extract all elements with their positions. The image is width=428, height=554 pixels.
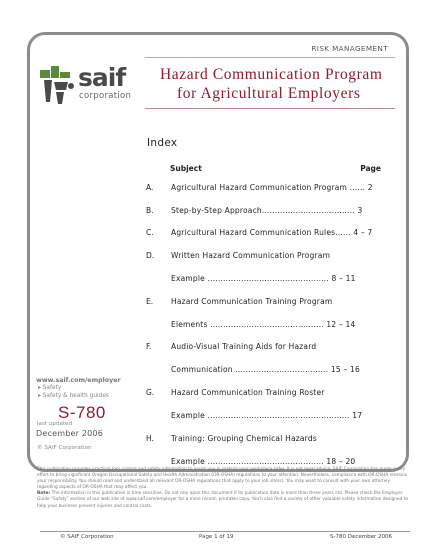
note-label: Note: [37,491,51,497]
document-title-line2: for Agricultural Employers [177,85,361,102]
footer-publication: S-780 December 2006 [330,534,392,540]
entry-text: Communication .................................... 15 – 16 [171,365,360,374]
entry-letter: E. [146,297,154,306]
entry-letter: G. [146,388,155,397]
entry-text: Audio-Visual Training Aids for Hazard [171,342,317,351]
footer-rule [40,531,410,532]
last-updated-label: last updated [37,421,73,427]
entry-letter: D. [146,251,155,260]
section-label: RISK MANAGEMENT [311,44,388,53]
subject-column-header: Subject [170,164,202,173]
note-paragraph: The information in this publication is time sensitive. Do not rely upon this document if its publication date is more than three years old. Please check the Employer Guide "Safety" section of our web site at www.saif.com/employer for a more recent, printable copy. You'll also find a variety of other valuable safety information designed to help your business prevent injuries and control costs. [37,491,409,509]
entry-text: Written Hazard Communication Program [171,251,331,260]
entry-letter: F. [146,342,152,351]
entry-text: Agricultural Hazard Communication Program ...... 2 [171,183,373,192]
entry-text: Elements ............................................ 12 – 14 [171,320,356,329]
sidebar-copyright: © SAIF Corporation [37,445,92,451]
footer-copyright: © SAIF Corporation [60,534,114,540]
entry-text: Hazard Communication Training Roster [171,388,325,397]
index-heading: Index [147,137,178,149]
safety-guides-link[interactable]: ▸ Safety & health guides [38,393,109,399]
entry-text: Step-by-Step Approach.................................... 3 [171,206,363,215]
brand-subtitle: corporation [79,91,132,101]
employer-url-link[interactable]: www.saif.com/employer [36,377,121,384]
entry-letter: A. [146,183,154,192]
brand-name: saif [78,63,126,92]
disclaimer [37,467,412,510]
document-title-line1: Hazard Communication Program [160,66,383,83]
entry-text: Example ....................................................... 17 [171,411,363,420]
entry-letter: B. [146,206,154,215]
entry-text: Agricultural Hazard Communication Rules...... 4 – 7 [171,228,373,237]
disclaimer-paragraph: This publication provides practical loss control and safety information to assist you in making your workplace safer. It is not legal advice. SAIF Corporation has made every effort to bring significant Oregon Occupational Safety and Health Administration (OR-OSHA) regulations to your attention. Nevertheless, compliance with OR-OSHA remains your responsibility. You should read and understand all relevant OR-OSHA regulations that apply to your job site(s). You may want to consult with your own attorney regarding aspects of OR-OSHA that may affect you. [37,467,407,491]
last-updated-date: December 2006 [36,429,103,438]
publication-number: S-780 [58,403,106,422]
entry-letter: C. [146,228,154,237]
entry-text: Hazard Communication Training Program [171,297,333,306]
entry-text: Example ............................................... 8 – 11 [171,274,356,283]
entry-letter: H. [146,434,154,443]
page-column-header: Page [360,164,381,173]
footer-page-number: Page 1 of 19 [199,534,234,540]
entry-text: Training: Grouping Chemical Hazards [171,434,317,443]
safety-link[interactable]: ▸ Safety [38,385,62,391]
entry-text: Example ............................................. 18 – 20 [171,457,356,466]
